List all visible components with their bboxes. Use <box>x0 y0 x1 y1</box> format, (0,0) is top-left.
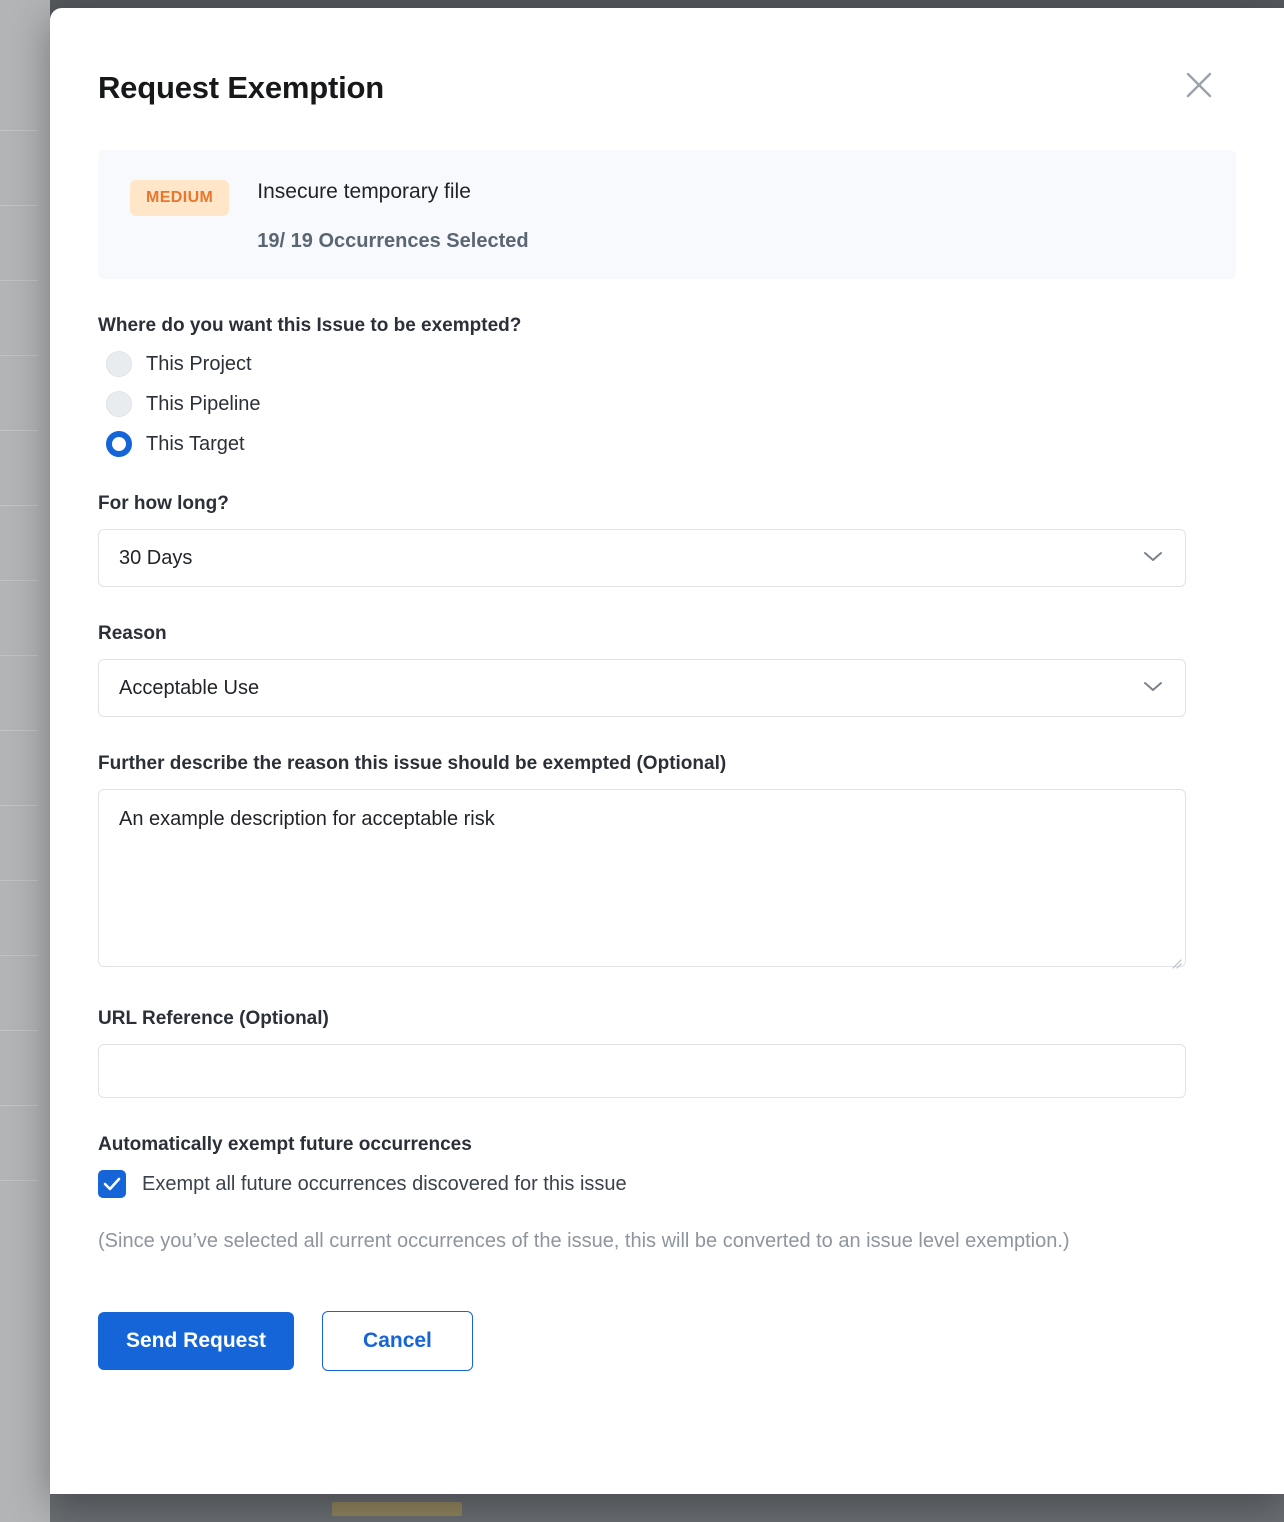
radio-this-target-label: This Target <box>146 432 245 455</box>
page-title: Request Exemption <box>98 70 384 105</box>
auto-exempt-checkbox-label: Exempt all future occurrences discovered for this issue <box>142 1172 627 1195</box>
cancel-button[interactable]: Cancel <box>322 1311 473 1371</box>
duration-field <box>98 493 1236 587</box>
close-icon[interactable] <box>1182 68 1216 102</box>
reason-label: Reason <box>98 623 167 644</box>
radio-this-target[interactable] <box>106 431 1236 457</box>
description-textarea[interactable] <box>98 789 1186 967</box>
reason-select[interactable] <box>98 659 1186 717</box>
duration-label: For how long? <box>98 493 229 514</box>
description-field <box>98 753 1236 972</box>
radio-this-pipeline-label: This Pipeline <box>146 392 261 415</box>
chevron-down-icon <box>1143 549 1163 567</box>
status-badge: MEDIUM <box>130 180 229 216</box>
reason-field <box>98 623 1236 717</box>
send-request-button[interactable]: Send Request <box>98 1312 294 1370</box>
description-label: Further describe the reason this issue should be exempted (Optional) <box>98 753 727 774</box>
radio-icon[interactable] <box>106 351 132 377</box>
duration-select[interactable] <box>98 529 1186 587</box>
dialog-actions <box>98 1311 1236 1421</box>
radio-icon[interactable] <box>106 391 132 417</box>
auto-exempt-label: Automatically exempt future occurrences <box>98 1134 472 1155</box>
radio-this-project-label: This Project <box>146 352 252 375</box>
auto-exempt-checkbox-row[interactable] <box>98 1170 1236 1198</box>
scope-question-label: Where do you want this Issue to be exempted? <box>98 315 522 336</box>
url-reference-input[interactable] <box>98 1044 1186 1098</box>
request-exemption-dialog <box>50 8 1284 1494</box>
issue-name: Insecure temporary file <box>257 180 471 203</box>
radio-this-project[interactable] <box>106 351 1236 377</box>
auto-exempt-section <box>98 1134 1236 1257</box>
auto-exempt-note: (Since you’ve selected all current occurrences of the issue, this will be converted to an issue level exemption.) <box>98 1230 1070 1252</box>
issue-summary-panel <box>98 150 1236 279</box>
background-page-list-lines <box>0 130 38 1330</box>
reason-selected-value: Acceptable Use <box>119 676 260 699</box>
radio-selected-icon[interactable] <box>106 431 132 457</box>
chevron-down-icon <box>1143 679 1163 697</box>
background-page-footer-chip <box>332 1502 462 1516</box>
occurrences-count: 19/ 19 Occurrences Selected <box>257 230 529 252</box>
background-page-footer <box>50 1492 1284 1522</box>
url-reference-label: URL Reference (Optional) <box>98 1008 329 1029</box>
url-reference-field <box>98 1008 1236 1098</box>
duration-selected-value: 30 Days <box>119 546 193 569</box>
radio-this-pipeline[interactable] <box>106 391 1236 417</box>
checkbox-checked-icon[interactable] <box>98 1170 126 1198</box>
